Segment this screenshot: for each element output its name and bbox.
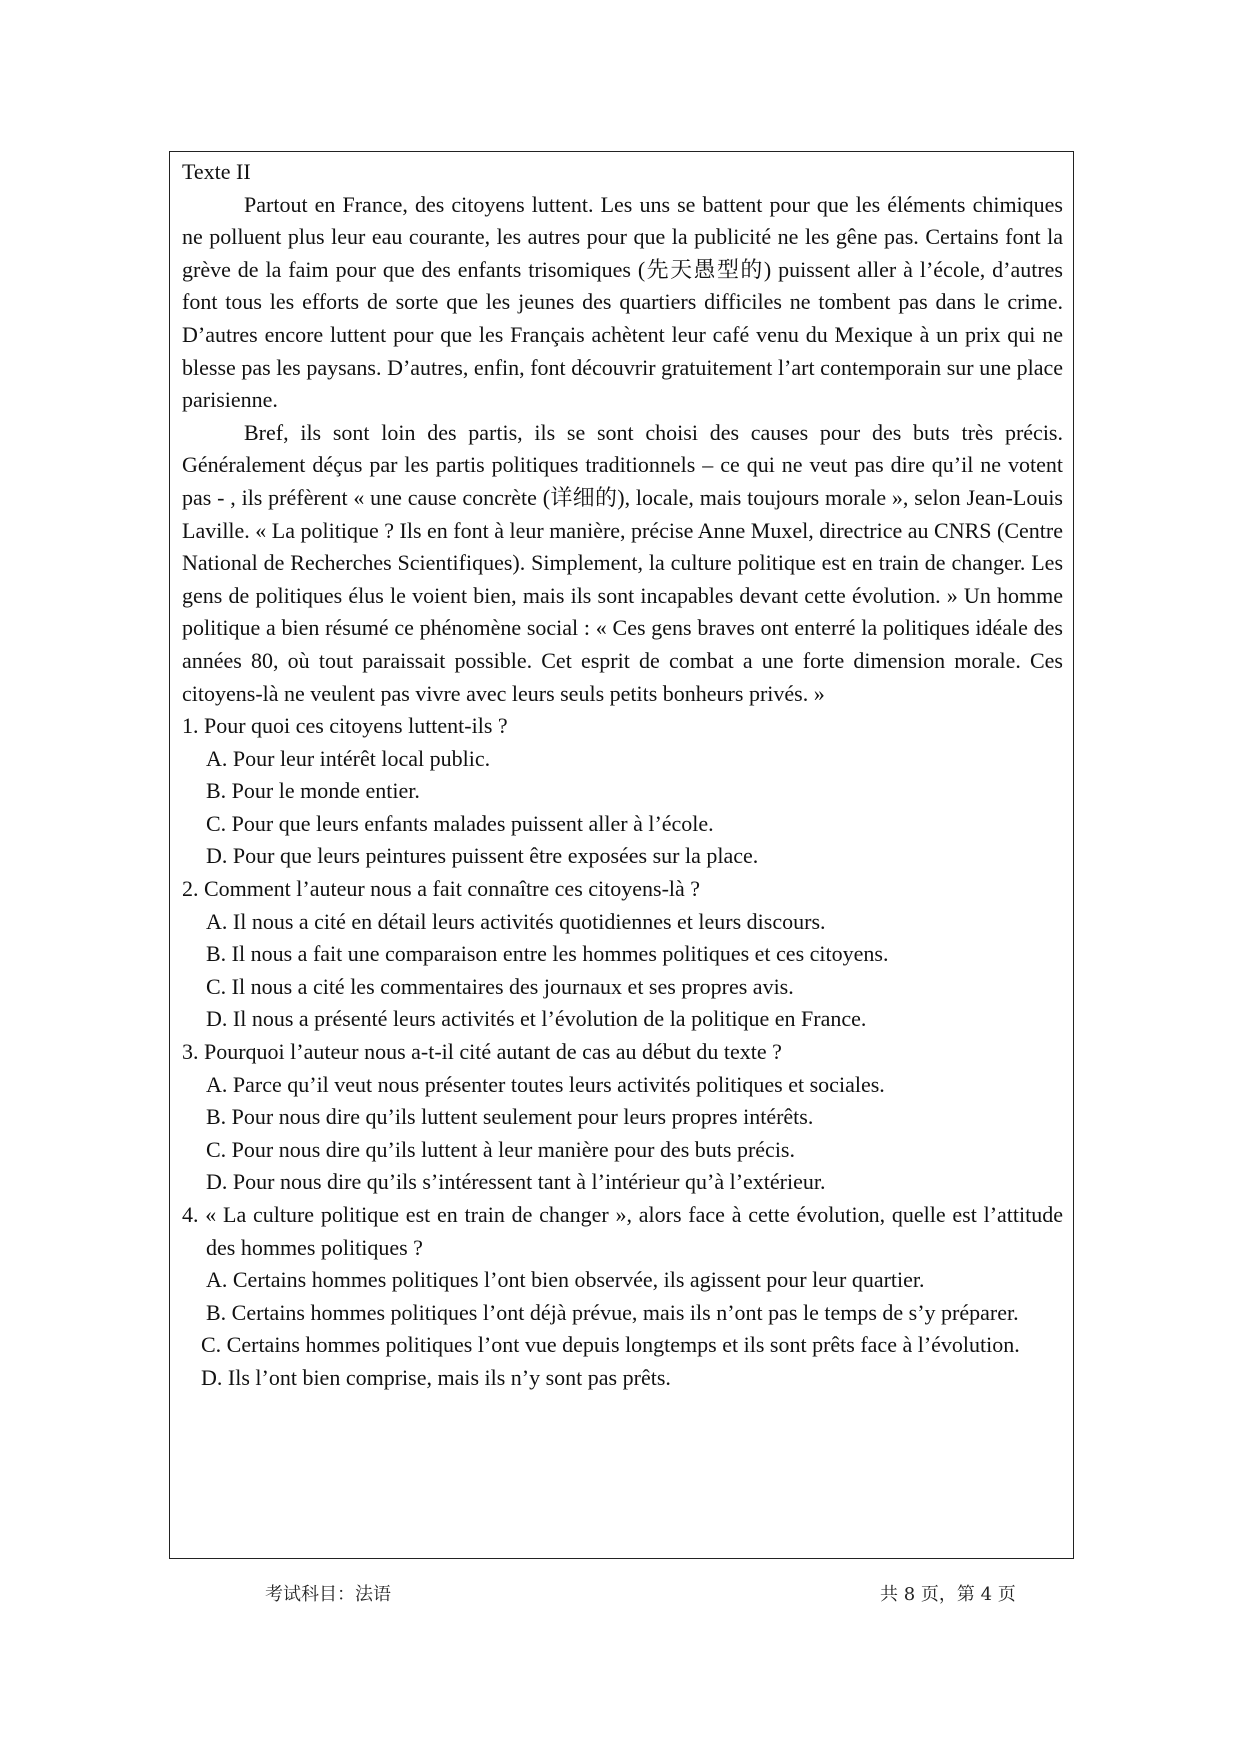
question-2-option-c: C. Il nous a cité les commentaires des journaux et ses propres avis.	[206, 973, 794, 999]
question-1-option-c: C. Pour que leurs enfants malades puissent aller à l’école.	[206, 810, 714, 836]
question-3: 3. Pourquoi l’auteur nous a-t-il cité autant de cas au début du texte ?	[182, 1039, 782, 1065]
question-3-option-b: B. Pour nous dire qu’ils luttent seulement pour leurs propres intérêts.	[206, 1104, 814, 1130]
question-1-option-a: A. Pour leur intérêt local public.	[206, 745, 491, 771]
question-1: 1. Pour quoi ces citoyens luttent-ils ?	[182, 713, 508, 739]
paragraph-1: Partout en France, des citoyens luttent. Les uns se battent pour que les éléments chimiques ne polluent plus leur eau courante, les autres pour que la publicité ne les gêne pas. Certains font la grève de la faim pour que des enfants trisomiques (先天愚型的) puissent aller à l’école, d’autres font tous les efforts de sorte que les jeunes des quartiers difficiles ne tombent pas dans le crime. D’autres encore luttent pour que les Français achètent leur café venu du Mexique à un prix qui ne blesse pas les paysans. D’autres, enfin, font découvrir gratuitement l’art contemporain sur une place parisienne.	[182, 191, 1063, 413]
question-2-option-d: D. Il nous a présenté leurs activités et l’évolution de la politique en France.	[206, 1006, 867, 1032]
question-3-option-d: D. Pour nous dire qu’ils s’intéressent tant à l’intérieur qu’à l’extérieur.	[206, 1169, 826, 1195]
question-1-option-b: B. Pour le monde entier.	[206, 778, 420, 804]
question-3-option-c: C. Pour nous dire qu’ils luttent à leur manière pour des buts précis.	[206, 1136, 795, 1162]
question-2-option-b: B. Il nous a fait une comparaison entre les hommes politiques et ces citoyens.	[206, 941, 889, 967]
question-4-option-b: B. Certains hommes politiques l’ont déjà prévue, mais ils n’ont pas le temps de s’y préparer.	[206, 1299, 1019, 1325]
text-title: Texte II	[182, 159, 251, 184]
question-2-option-a: A. Il nous a cité en détail leurs activités quotidiennes et leurs discours.	[206, 908, 826, 934]
question-4-option-d: D. Ils l’ont bien comprise, mais ils n’y sont pas prêts.	[201, 1364, 671, 1390]
footer-subject: 考试科目：法语	[265, 1584, 391, 1605]
question-1-option-d: D. Pour que leurs peintures puissent être exposées sur la place.	[206, 843, 759, 869]
paragraph-2: Bref, ils sont loin des partis, ils se sont choisi des causes pour des buts très précis. Généralement déçus par les partis politiques traditionnels – ce qui ne veut pas dire qu’il ne votent pas - , ils préfèrent « une cause concrète (详细的), locale, mais toujours morale », selon Jean-Louis Laville. « La politique ? Ils en font à leur manière, précise Anne Muxel, directrice au CNRS (Centre National de Recherches Scientifiques). Simplement, la culture politique est en train de changer. Les gens de politiques élus le voient bien, mais ils sont incapables devant cette évolution. » Un homme politique a bien résumé ce phénomène social : « Ces gens braves ont enterré la politiques idéale des années 80, où tout paraissait possible. Cet esprit de combat a une forte dimension morale. Ces citoyens-là ne veulent pas vivre avec leurs seuls petits bonheurs privés. »	[182, 419, 1063, 706]
question-4-option-a: A. Certains hommes politiques l’ont bien observée, ils agissent pour leur quartier.	[206, 1267, 925, 1293]
exam-text-box	[169, 151, 1074, 1559]
question-3-option-a: A. Parce qu’il veut nous présenter toutes leurs activités politiques et sociales.	[206, 1071, 885, 1097]
question-4: 4. « La culture politique est en train de changer », alors face à cette évolution, quelle est l’attitude des hommes politiques ?	[182, 1202, 1063, 1260]
question-2: 2. Comment l’auteur nous a fait connaître ces citoyens-là ?	[182, 876, 701, 902]
footer-page-number: 共 8 页，第 4 页	[880, 1584, 1016, 1605]
question-4-option-c: C. Certains hommes politiques l’ont vue depuis longtemps et ils sont prêts face à l’évolution.	[201, 1332, 1020, 1358]
